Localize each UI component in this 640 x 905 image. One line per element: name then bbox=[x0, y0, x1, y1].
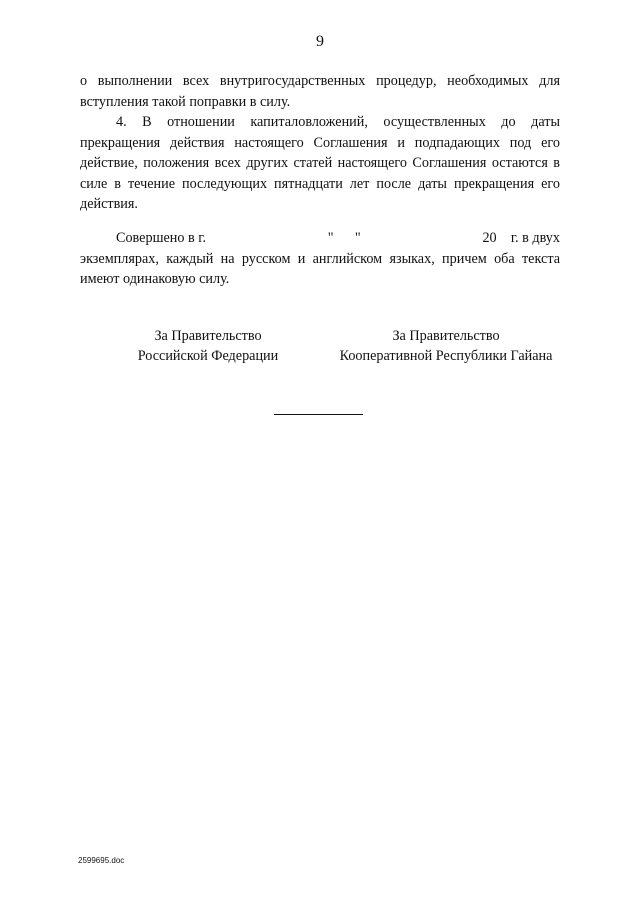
article-text bbox=[80, 71, 560, 215]
signing-continuation: экземплярах, каждый на русском и английском языках, причем оба текста имеют одинаковую силу. bbox=[80, 250, 560, 287]
paragraph-continuation: о выполнении всех внутригосударственных процедур, необходимых для вступления такой поправки в силу. bbox=[80, 73, 560, 110]
signature-russia-line2: Российской Федерации bbox=[137, 348, 279, 364]
paragraph-4: 4. В отношении капиталовложений, осуществленных до даты прекращения действия настоящего Соглашения и подпадающих под его действие, положения всех других статей настоящего Соглашения остаются в силе в течение последующих пятнадцати лет после даты прекращения его действия. bbox=[80, 114, 560, 212]
signature-guyana bbox=[326, 326, 566, 366]
page-number: 9 bbox=[316, 33, 324, 50]
signature-guyana-line1: За Правительство bbox=[392, 328, 500, 344]
signing-done-in: Совершено в г. bbox=[116, 230, 207, 246]
signature-guyana-line2: Кооперативной Республики Гайана bbox=[339, 348, 553, 364]
footer-file-name: 2599695.doc bbox=[78, 856, 125, 865]
signing-date-quotes: " " bbox=[327, 230, 361, 246]
signing-clause bbox=[80, 228, 560, 290]
signature-russia-line1: За Правительство bbox=[154, 328, 262, 344]
signature-russia bbox=[113, 326, 303, 366]
signing-year: 20 г. в двух bbox=[482, 230, 560, 246]
end-divider bbox=[274, 414, 363, 415]
signing-line bbox=[80, 228, 560, 249]
